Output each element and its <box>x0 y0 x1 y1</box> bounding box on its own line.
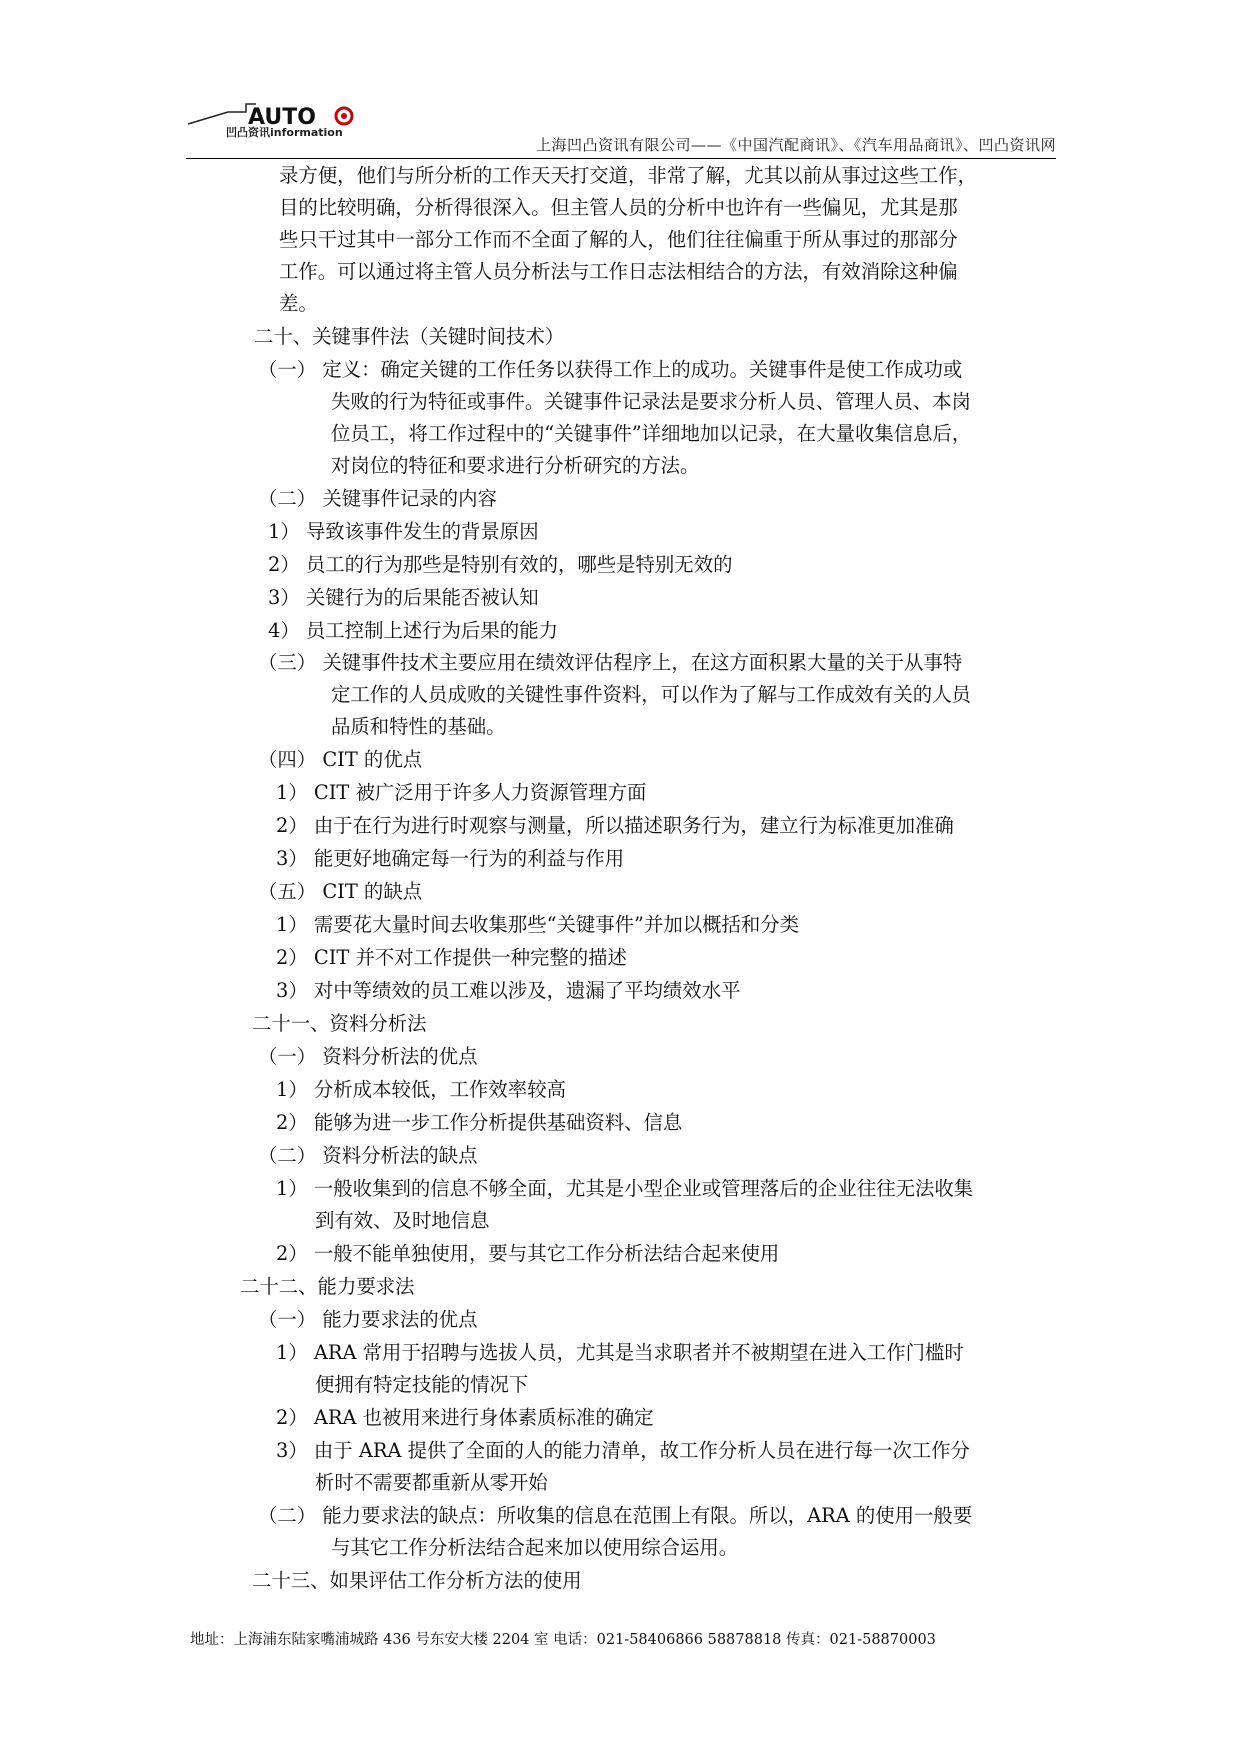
subsection-heading: （五） CIT 的缺点 <box>258 880 423 903</box>
list-item-continuation: 便拥有特定技能的情况下 <box>315 1373 529 1396</box>
body-line: 差。 <box>279 292 318 315</box>
body-line: 失败的行为特征或事件。关键事件记录法是要求分析人员、管理人员、本岗 <box>331 390 971 413</box>
list-item: 3） 由于 ARA 提供了全面的人的能力清单，故工作分析人员在进行每一次工作分 <box>276 1439 970 1462</box>
list-item: 1） 分析成本较低，工作效率较高 <box>276 1078 566 1101</box>
section-heading: 二十、关键事件法（关键时间技术） <box>254 325 565 348</box>
body-line: 目的比较明确，分析得很深入。但主管人员的分析中也许有一些偏见，尤其是那 <box>279 196 958 219</box>
subsection-heading: （二） 资料分析法的缺点 <box>258 1144 478 1167</box>
body-line: 录方便，他们与所分析的工作天天打交道，非常了解，尤其以前从事过这些工作， <box>279 164 978 187</box>
list-item: 3） 能更好地确定每一行为的利益与作用 <box>276 847 625 870</box>
list-item: 1） 导致该事件发生的背景原因 <box>268 520 539 543</box>
svg-text:凹凸资讯information: 凹凸资讯information <box>226 126 343 139</box>
list-item: 2） 由于在行为进行时观察与测量，所以描述职务行为，建立行为标准更加准确 <box>276 814 954 837</box>
list-item: 2） ARA 也被用来进行身体素质标准的确定 <box>276 1406 654 1429</box>
body-line: （二） 能力要求法的缺点：所收集的信息在范围上有限。所以，ARA 的使用一般要 <box>258 1504 973 1527</box>
section-heading: 二十二、能力要求法 <box>240 1275 415 1298</box>
section-heading: 二十三、如果评估工作分析方法的使用 <box>252 1569 582 1592</box>
list-item: 1） 一般收集到的信息不够全面，尤其是小型企业或管理落后的企业往往无法收集 <box>276 1177 974 1200</box>
body-line: （三） 关键事件技术主要应用在绩效评估程序上，在这方面积累大量的关于从事特 <box>258 651 963 674</box>
section-heading: 二十一、资料分析法 <box>252 1012 427 1035</box>
subsection-heading: （一） 资料分析法的优点 <box>258 1045 478 1068</box>
list-item: 3） 对中等绩效的员工难以涉及，遗漏了平均绩效水平 <box>276 979 741 1002</box>
body-line: 定工作的人员成败的关键性事件资料，可以作为了解与工作成效有关的人员 <box>331 683 971 706</box>
body-line: 些只干过其中一部分工作而不全面了解的人，他们往往偏重于所从事过的那部分 <box>279 228 958 251</box>
list-item: 2） CIT 并不对工作提供一种完整的描述 <box>276 946 627 969</box>
list-item: 1） ARA 常用于招聘与选拔人员，尤其是当求职者并不被期望在进入工作门槛时 <box>276 1341 964 1364</box>
subsection-heading: （四） CIT 的优点 <box>258 748 423 771</box>
body-line: 对岗位的特征和要求进行分析研究的方法。 <box>331 454 700 477</box>
body-line: 工作。可以通过将主管人员分析法与工作日志法相结合的方法，有效消除这种偏 <box>279 260 958 283</box>
body-line: 与其它工作分析法结合起来加以使用综合运用。 <box>331 1536 739 1559</box>
header-rule <box>186 158 1056 159</box>
list-item: 2） 一般不能单独使用，要与其它工作分析法结合起来使用 <box>276 1242 780 1265</box>
page-header <box>186 100 1056 158</box>
subsection-heading: （一） 能力要求法的优点 <box>258 1308 478 1331</box>
list-item: 1） 需要花大量时间去收集那些“关键事件”并加以概括和分类 <box>276 913 800 936</box>
list-item-continuation: 到有效、及时地信息 <box>315 1209 490 1232</box>
list-item: 2） 能够为进一步工作分析提供基础资料、信息 <box>276 1111 683 1134</box>
list-item: 2） 员工的行为那些是特别有效的，哪些是特别无效的 <box>268 553 733 576</box>
subsection-heading: （二） 关键事件记录的内容 <box>258 487 497 510</box>
body-line: 品质和特性的基础。 <box>331 715 506 738</box>
header-company-line: 上海凹凸资讯有限公司——《中国汽配商讯》、《汽车用品商讯》、凹凸资讯网 <box>535 136 1056 154</box>
svg-text:AUTO: AUTO <box>248 105 316 130</box>
list-item-continuation: 析时不需要都重新从零开始 <box>315 1471 548 1494</box>
body-line: 位员工，将工作过程中的“关键事件”详细地加以记录，在大量收集信息后， <box>331 422 972 445</box>
list-item: 4） 员工控制上述行为后果的能力 <box>268 619 558 642</box>
page-footer: 地址：上海浦东陆家嘴浦城路 436 号东安大楼 2204 室 电话：021-58406866 58878818 传真：021-58870003 <box>190 1632 936 1648</box>
list-item: 3） 关键行为的后果能否被认知 <box>268 586 539 609</box>
company-logo <box>186 100 376 140</box>
body-line: （一） 定义：确定关键的工作任务以获得工作上的成功。关键事件是使工作成功或 <box>258 358 963 381</box>
list-item: 1） CIT 被广泛用于许多人力资源管理方面 <box>276 781 647 804</box>
